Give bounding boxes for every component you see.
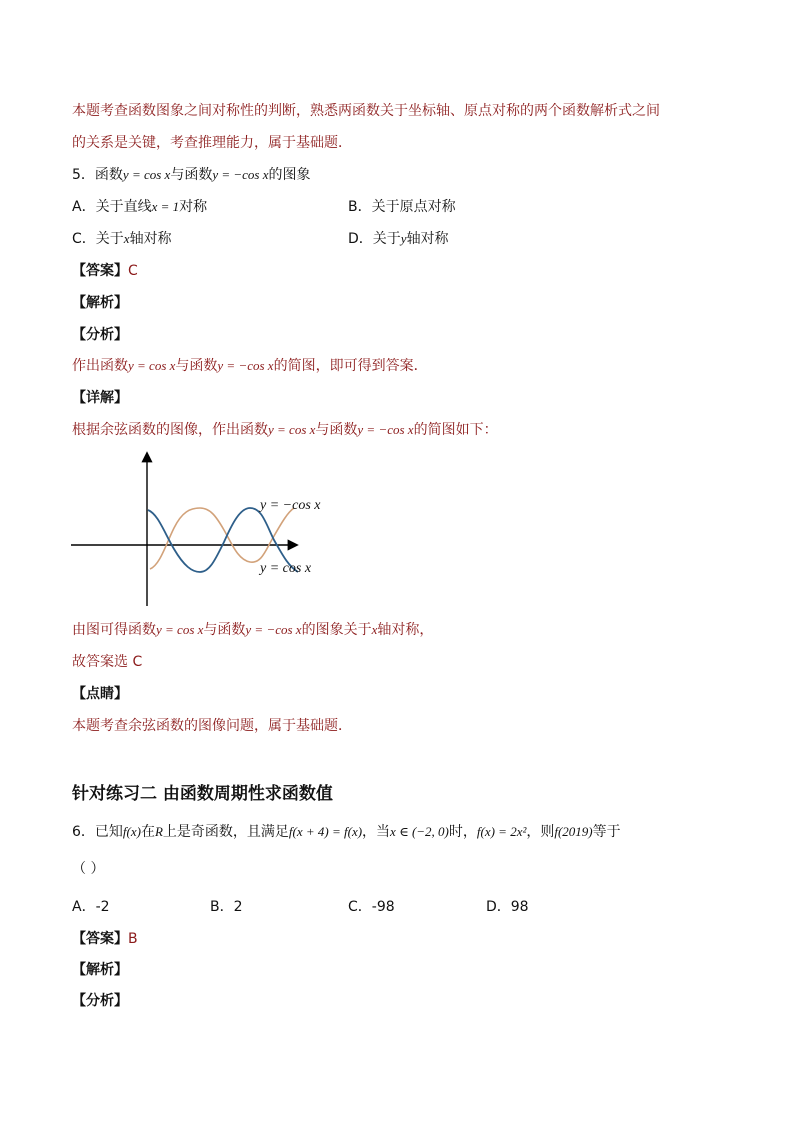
q5-select: 故答案选 C (72, 654, 143, 670)
q5-detail-label: 【详解】 (72, 390, 128, 406)
q5-func-cos: y = cos x (122, 167, 171, 182)
q5-option-d[interactable]: D．关于y轴对称 (348, 231, 449, 247)
section-title: 针对练习二 由函数周期性求函数值 (72, 784, 333, 804)
label-negcos: y = −cos x (260, 498, 321, 513)
q5-detail-text: 根据余弦函数的图像，作出函数y = cos x与函数y = −cos x的简图如下： (72, 422, 498, 438)
cosine-graph (66, 448, 336, 610)
q5-dianjing-label: 【点睛】 (72, 686, 128, 702)
q5-fenxi-text: 作出函数y = cos x与函数y = −cos x的简图，即可得到答案． (72, 358, 428, 374)
label-cos: y = cos x (260, 561, 312, 576)
q5-answer (72, 262, 138, 280)
q6-paren: （ ） (72, 861, 105, 877)
q5-fenxi-label: 【分析】 (72, 327, 128, 343)
q6-option-a[interactable]: A．-2 (72, 899, 110, 915)
q5-mid: 与函数 (170, 167, 213, 183)
q5-conclusion: 由图可得函数y = cos x与函数y = −cos x的图象关于x轴对称， (72, 622, 434, 638)
q5-option-a[interactable]: A．关于直线x = 1对称 (72, 199, 208, 215)
q6-fenxi-label: 【分析】 (72, 993, 128, 1009)
answer-value: C (128, 263, 138, 279)
q5-dianjing-text: 本题考查余弦函数的图像问题，属于基础题． (72, 718, 352, 734)
q5-prefix: 5．函数 (72, 167, 123, 183)
q4-explanation-line1: 本题考查函数图象之间对称性的判断，熟悉两函数关于坐标轴、原点对称的两个函数解析式之间 (72, 103, 660, 119)
q5-stem (72, 166, 311, 184)
q5-analysis-label: 【解析】 (72, 295, 128, 311)
q6-option-b[interactable]: B．2 (210, 899, 243, 915)
q6-stem: 6．已知f(x)在R上是奇函数，且满足f(x + 4) = f(x)，当x ∈ (−2, 0)时，f(x) = 2x²，则f(2019)等于 (72, 824, 621, 840)
q4-explanation-line2: 的关系是关键，考查推理能力，属于基础题． (72, 135, 352, 151)
answer-label: 【答案】 (72, 263, 128, 279)
q6-analysis-label: 【解析】 (72, 962, 128, 978)
q5-suffix: 的图象 (268, 167, 311, 183)
q6-answer: 【答案】B (72, 931, 138, 947)
q5-option-b[interactable]: B．关于原点对称 (348, 199, 456, 215)
q6-option-c[interactable]: C．-98 (348, 899, 395, 915)
q6-option-d[interactable]: D．98 (486, 899, 529, 915)
q5-option-c[interactable]: C．关于x轴对称 (72, 231, 172, 247)
q5-func-negcos: y = −cos x (212, 167, 269, 182)
